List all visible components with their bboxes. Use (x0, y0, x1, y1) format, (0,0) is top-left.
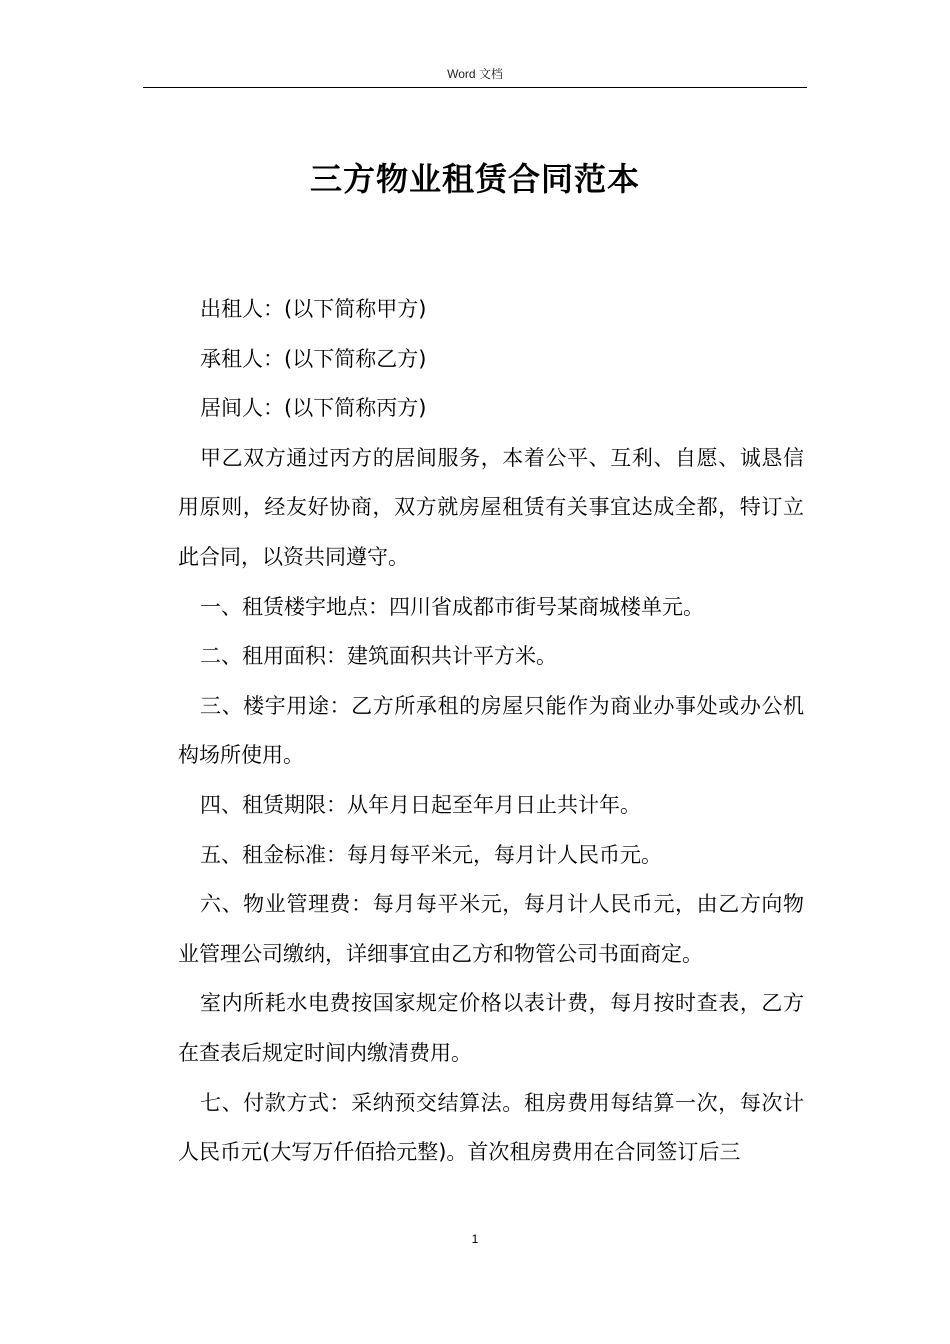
header-rule (143, 87, 807, 88)
document-body (178, 285, 804, 1178)
paragraph-intermediary: 居间人：(以下简称丙方) (200, 396, 427, 421)
paragraph-clause-3: 三、楼宇用途：乙方所承租的房屋只能作为商业办事处或办公机构场所使用。 (178, 693, 804, 768)
page-number: 1 (471, 1232, 479, 1246)
paragraph-lessee: 承租人：(以下简称乙方) (200, 346, 427, 371)
paragraph-utilities: 室内所耗水电费按国家规定价格以表计费，每月按时查表，乙方在查表后规定时间内缴清费用。 (178, 991, 804, 1065)
paragraph-preamble: 甲乙双方通过丙方的居间服务，本着公平、互利、自愿、诚恳信用原则，经友好协商，双方就房屋租赁有关事宜达成全都，特订立此合同，以资共同遵守。 (178, 445, 804, 569)
paragraph-clause-7: 七、付款方式：采纳预交结算法。租房费用每结算一次，每次计人民币元(大写万仟佰拾元整)。首次租房费用在合同签订后三 (178, 1090, 804, 1165)
paragraph-clause-4: 四、租赁期限：从年月日起至年月日止共计年。 (200, 792, 641, 817)
paragraph-clause-5: 五、租金标准：每月每平米元，每月计人民币元。 (200, 842, 662, 867)
paragraph-lessor: 出租人：(以下简称甲方) (200, 297, 427, 321)
paragraph-clause-2: 二、租用面积：建筑面积共计平方米。 (200, 644, 557, 669)
document-title: 三方物业租赁合同范本 (309, 160, 640, 198)
paragraph-clause-6: 六、物业管理费：每月每平米元，每月计人民币元，由乙方向物业管理公司缴纳，详细事宜由乙方和物管公司书面商定。 (178, 892, 804, 966)
paragraph-clause-1: 一、租赁楼宇地点：四川省成都市街号某商城楼单元。 (200, 594, 704, 619)
page-header: Word 文档 (447, 67, 503, 81)
